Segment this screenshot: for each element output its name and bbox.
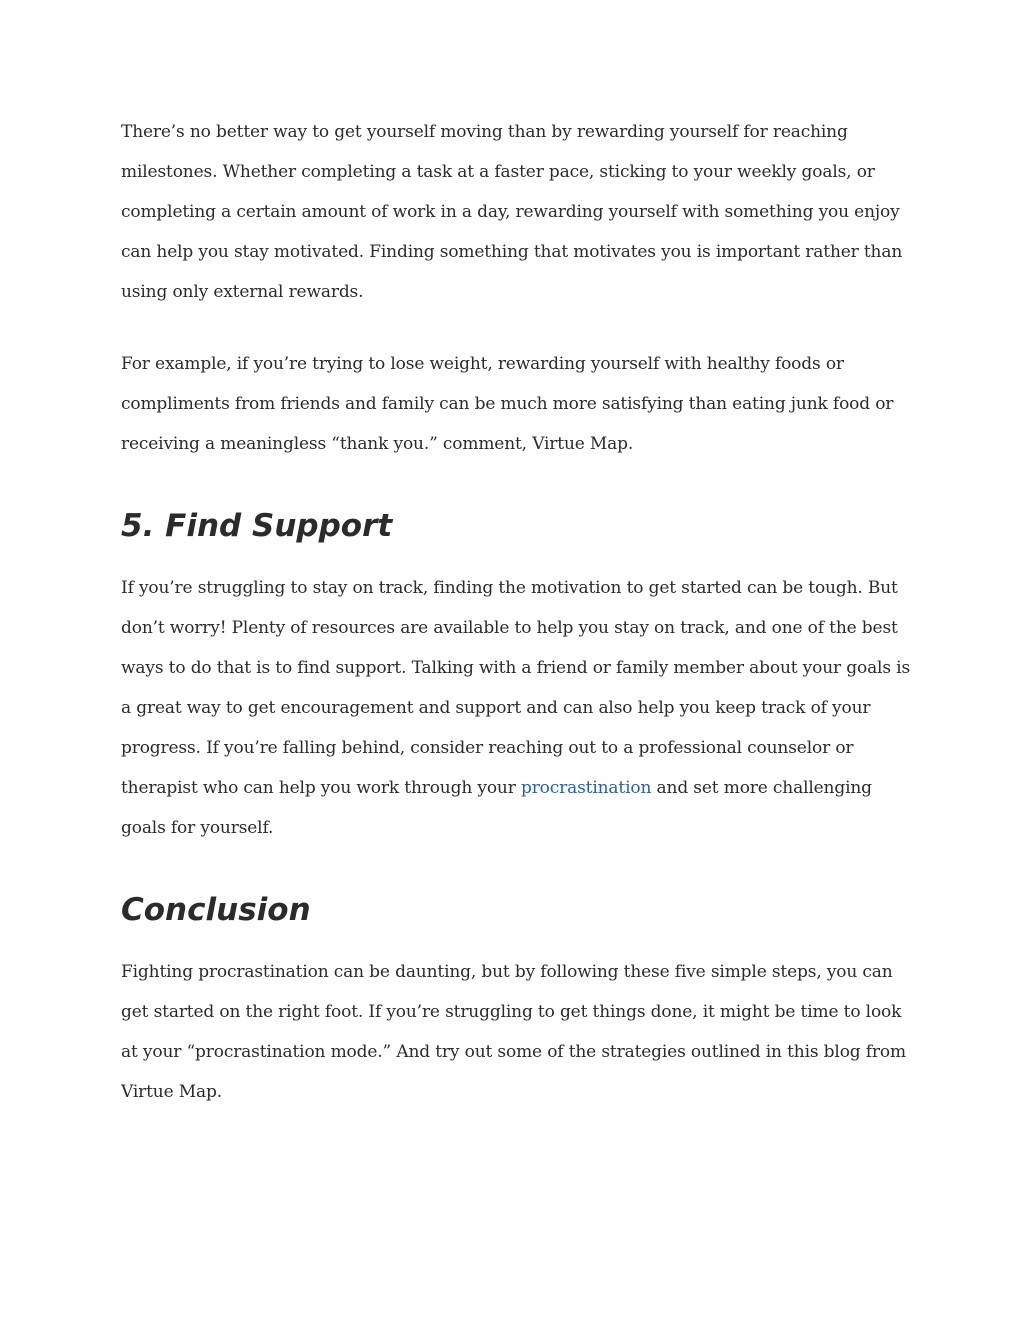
- procrastination-link[interactable]: procrastination: [520, 778, 652, 798]
- paragraph-conclusion: Fighting procrastination can be daunting, but by following these five simple steps, you can get started on the right foot. If you’re struggling to get things done, it might be time to look at your “procrastination mode.” And try out some of the strategies outlined in this blog from Virtue Map.: [121, 962, 906, 1102]
- paragraph-text-before-link: If you’re struggling to stay on track, finding the motivation to get started can be tough. But don’t worry! Plenty of resources are available to help you stay on track, and one of the best ways to do that is to find support. Talking with a friend or family member about your goals is a great way to get encouragement and support and can also help you keep track of your progress. If you’re falling behind, consider reaching out to a professional counselor or therapist who can help you work through your: [121, 578, 911, 798]
- paragraph-find-support: [121, 568, 911, 848]
- heading-find-support: 5. Find Support: [121, 508, 393, 544]
- heading-conclusion: Conclusion: [121, 892, 311, 928]
- paragraph-example: For example, if you’re trying to lose weight, rewarding yourself with healthy foods or compliments from friends and family can be much more satisfying than eating junk food or receiving a meaningless “thank you.” comment, Virtue Map.: [121, 354, 894, 454]
- paragraph-text-after-link: and set more challenging goals for yourself.: [121, 778, 872, 838]
- document-page: [121, 112, 911, 1112]
- paragraph-rewards: There’s no better way to get yourself moving than by rewarding yourself for reaching milestones. Whether completing a task at a faster pace, sticking to your weekly goals, or completing a certain amount of work in a day, rewarding yourself with something you enjoy can help you stay motivated. Finding something that motivates you is important rather than using only external rewards.: [121, 122, 903, 302]
